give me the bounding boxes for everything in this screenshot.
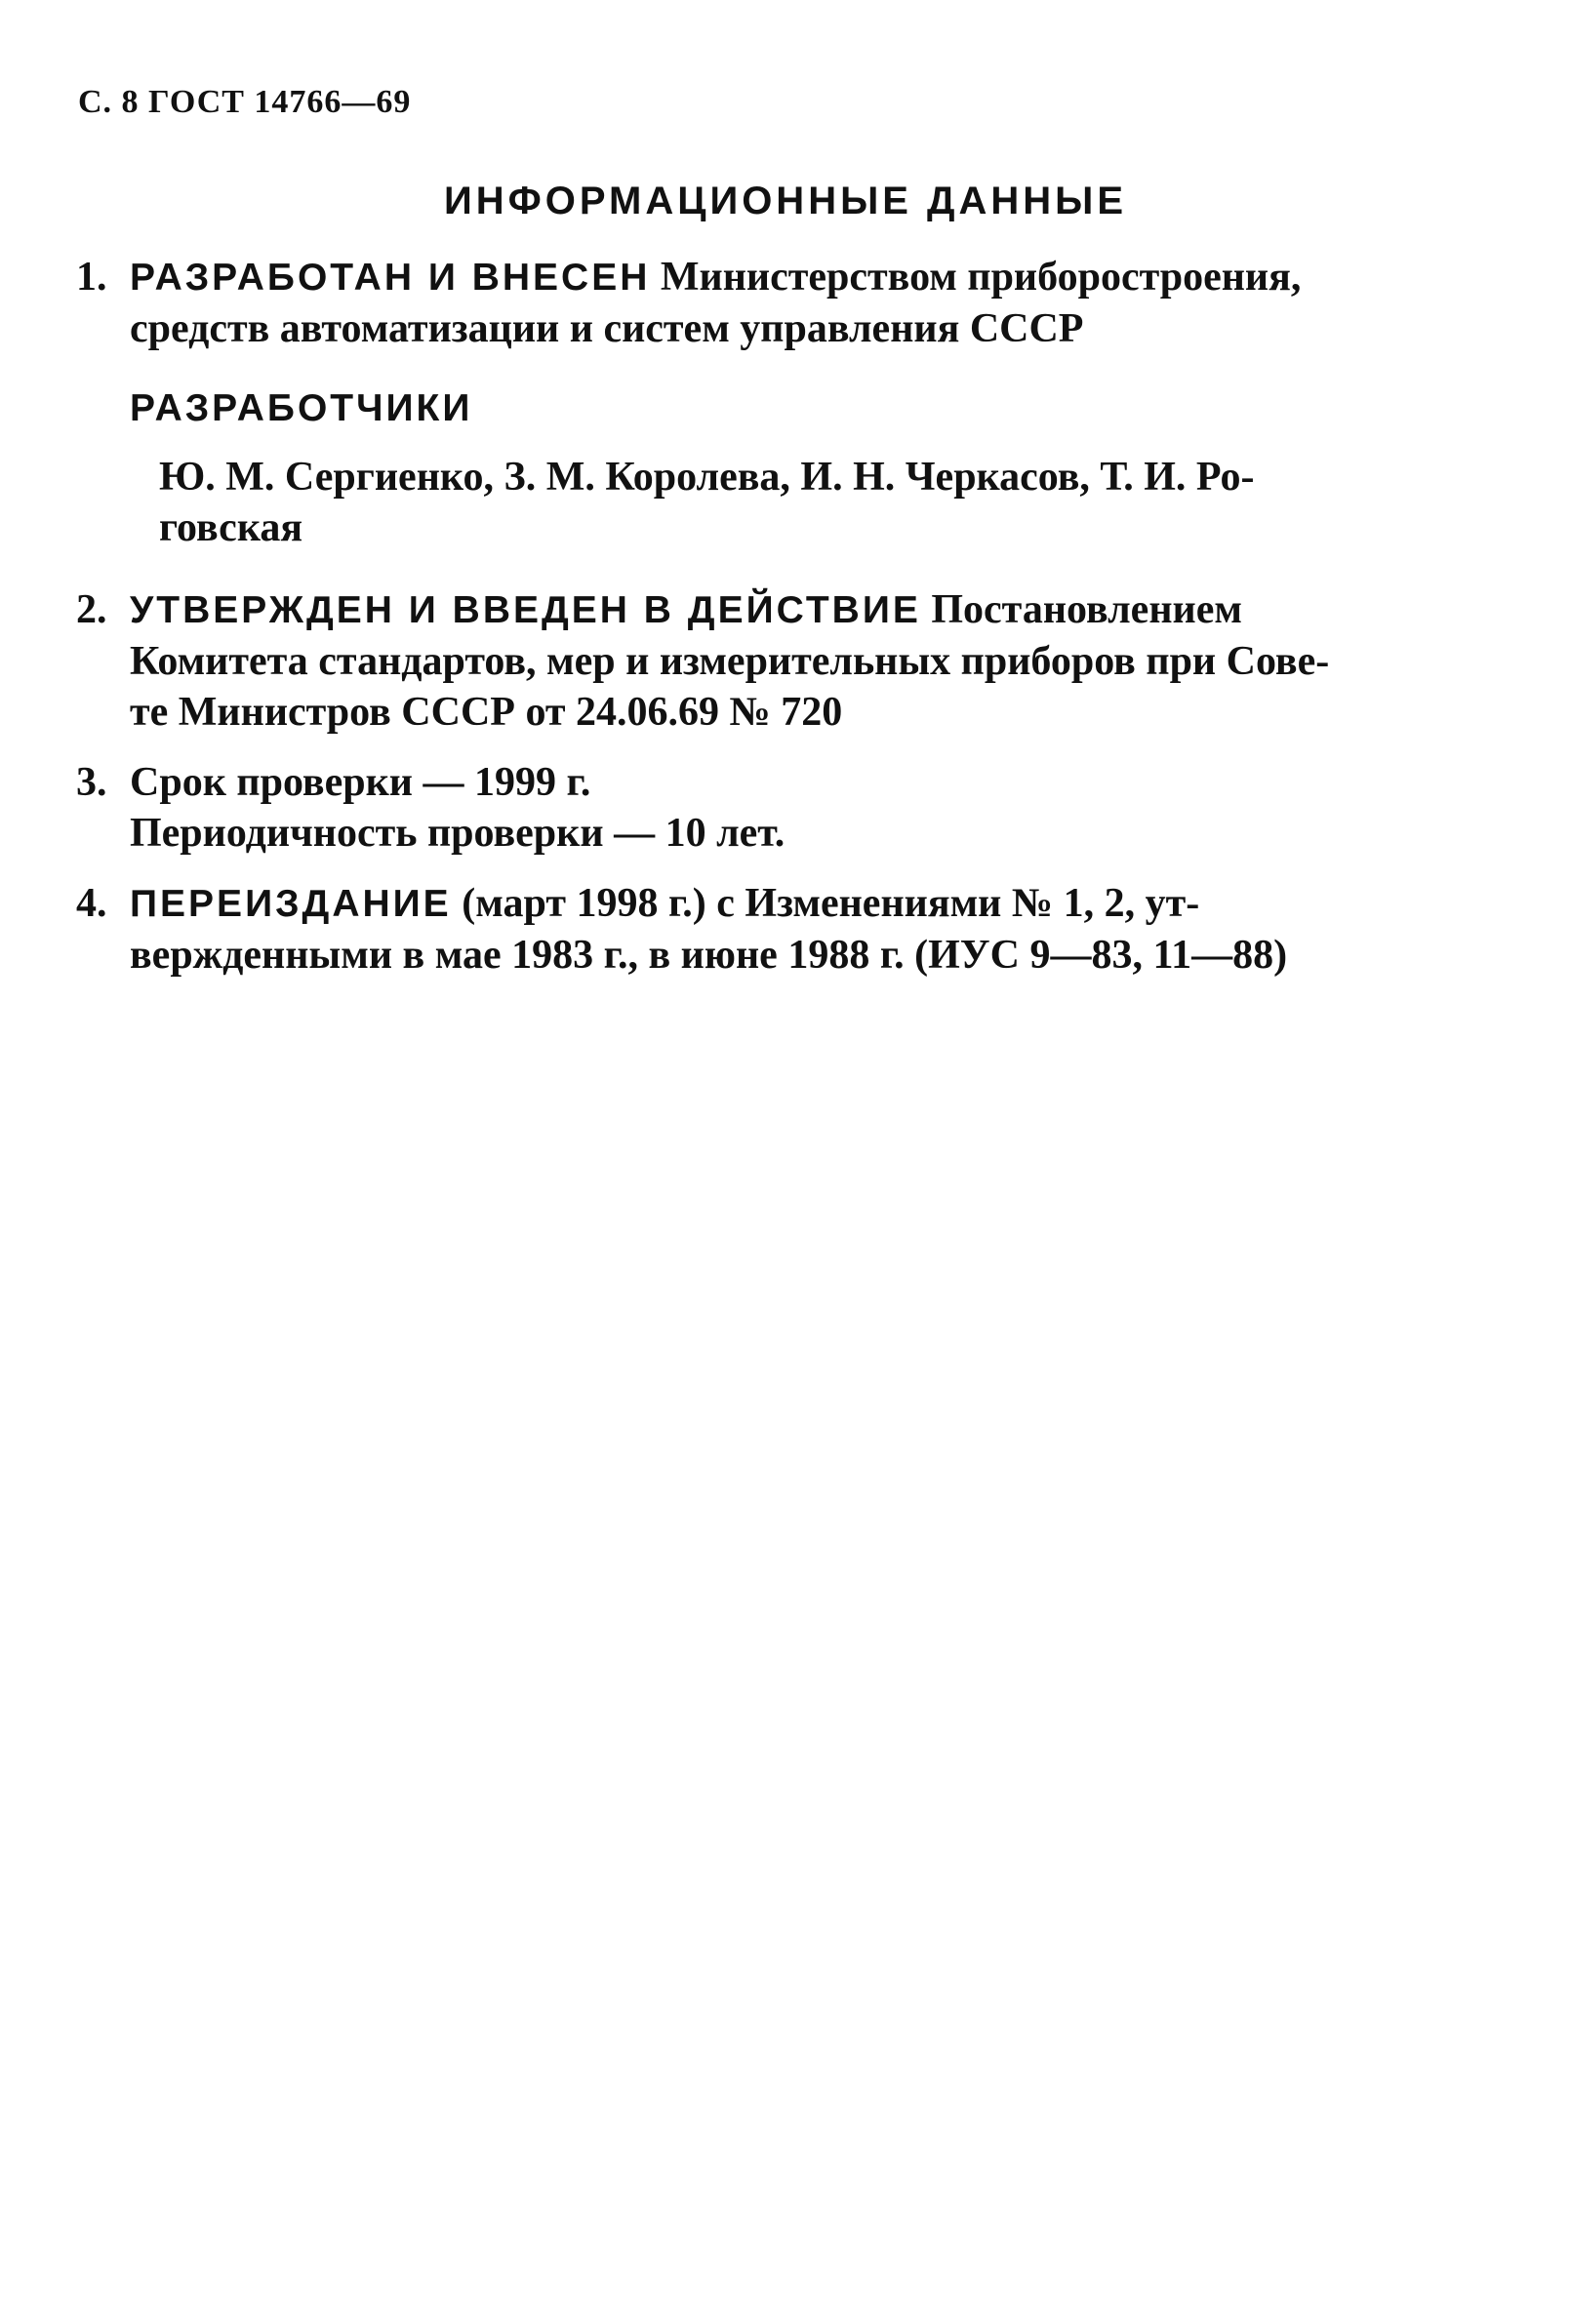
developers-line: говская	[159, 505, 303, 550]
developers-list	[159, 452, 1442, 553]
item-line: Срок проверки — 1999 г.	[130, 760, 591, 805]
item-text: (март 1998 г.) с Изменениями № 1, 2, ут-	[462, 881, 1200, 926]
item-content	[130, 757, 1442, 859]
item-line	[130, 584, 1442, 636]
item-line: вержденными в мае 1983 г., в июне 1988 г. (ИУС 9—83, 11—88)	[130, 933, 1288, 978]
item-content	[130, 584, 1442, 738]
item-line	[130, 252, 1442, 303]
item-line: те Министров СССР от 24.06.69 № 720	[130, 690, 843, 735]
info-item-4	[76, 878, 1442, 981]
item-content	[130, 878, 1442, 981]
info-item-2	[76, 584, 1442, 738]
page-header: С. 8 ГОСТ 14766—69	[78, 84, 412, 120]
developers-line: Ю. М. Сергиенко, З. М. Королева, И. Н. Черкасов, Т. И. Ро-	[159, 455, 1255, 500]
item-caps-label: ПЕРЕИЗДАНИЕ	[130, 883, 452, 925]
item-number: 1.	[76, 255, 107, 300]
item-number: 3.	[76, 760, 107, 805]
item-caps-label: РАЗРАБОТАН И ВНЕСЕН	[130, 257, 651, 299]
info-item-1	[76, 252, 1442, 565]
item-text: Постановлением	[931, 587, 1242, 632]
info-list	[76, 252, 1442, 1000]
section-title: ИНФОРМАЦИОННЫЕ ДАННЫЕ	[443, 180, 1128, 222]
item-line: средств автоматизации и систем управления СССР	[130, 306, 1084, 351]
info-item-3	[76, 757, 1442, 859]
item-content	[130, 252, 1442, 565]
item-number: 4.	[76, 881, 107, 926]
item-number: 2.	[76, 587, 107, 632]
item-caps-label: УТВЕРЖДЕН И ВВЕДЕН В ДЕЙСТВИЕ	[130, 589, 921, 631]
item-line: Комитета стандартов, мер и измерительных приборов при Сове-	[130, 639, 1330, 684]
item-text: Министерством приборостроения,	[660, 255, 1302, 300]
developers-heading: РАЗРАБОТЧИКИ	[130, 387, 473, 429]
item-line	[130, 878, 1442, 930]
item-line: Периодичность проверки — 10 лет.	[130, 811, 786, 856]
